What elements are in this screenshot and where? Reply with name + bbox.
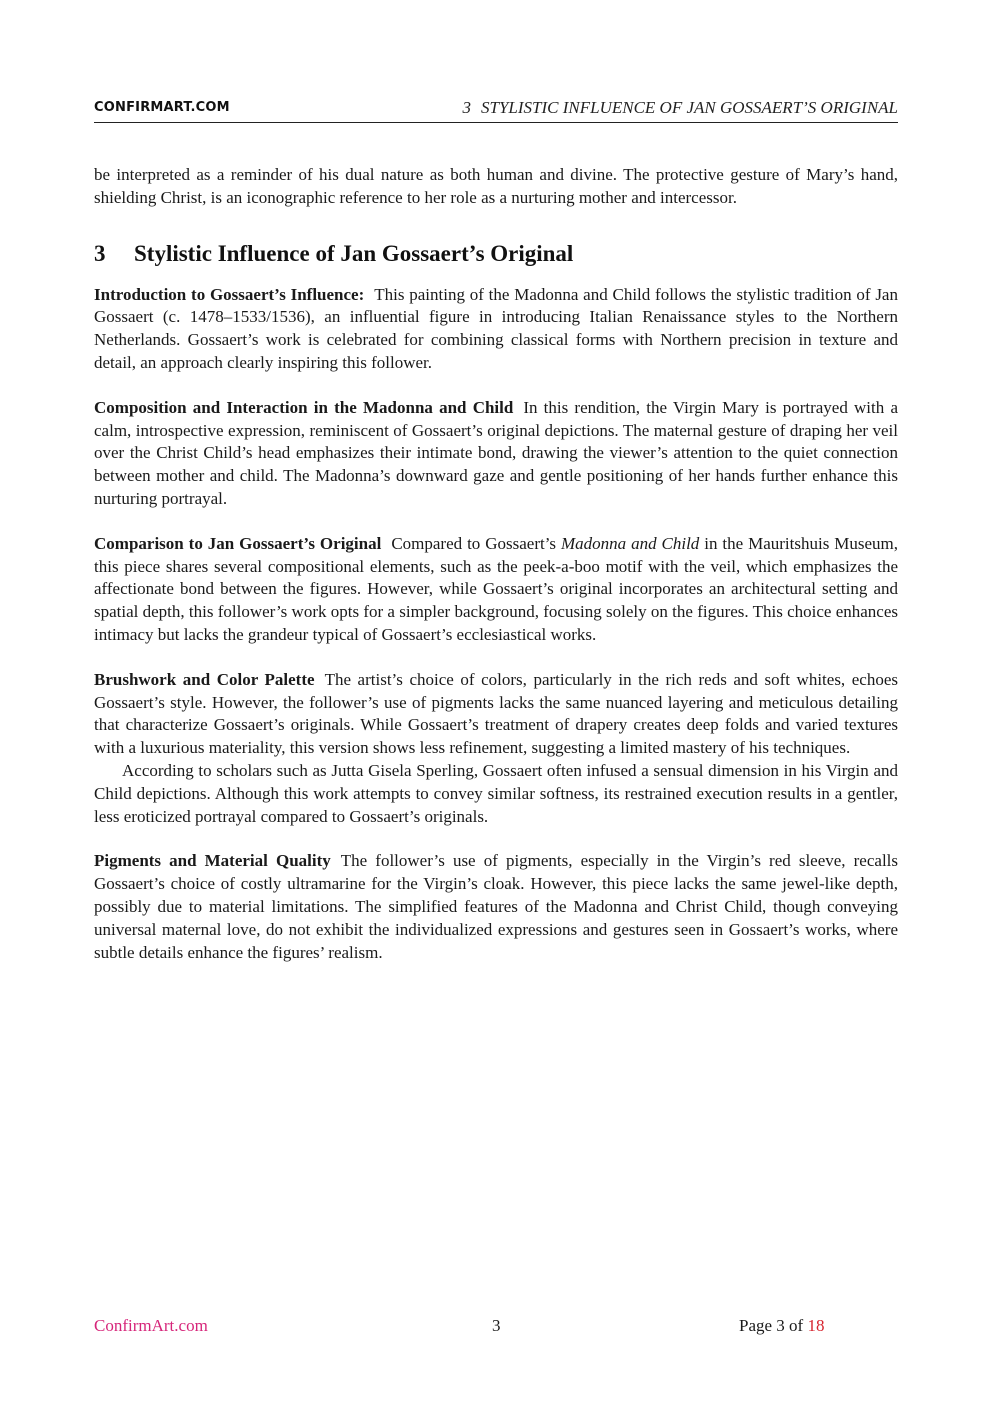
paragraph-brushwork bbox=[94, 669, 898, 829]
section-heading bbox=[94, 240, 898, 268]
page-footer bbox=[94, 1316, 898, 1340]
site-logo[interactable]: CONFIRMART.COM bbox=[94, 100, 230, 115]
paragraph-text: This painting of the Madonna and Child follows the stylistic tradition of Jan Gossaert (c. 1478–1533/1536), an influential figure in introducing Italian Renaissance styles to the Northern Netherlands. Gossaert’s work is celebrated for combining classical forms with Northern precision in texture and detail, an approach clearly inspiring this follower. bbox=[94, 284, 898, 372]
running-section-title bbox=[463, 98, 898, 118]
paragraph-introduction bbox=[94, 284, 898, 375]
paragraph-heading: Comparison to Jan Gossaert’s Original bbox=[94, 533, 382, 553]
paragraph-text-after: in the Mauritshuis Museum, this piece shares several compositional elements, such as the peek-a-boo motif with the veil, which emphasizes the affectionate bond between the figures. However, while Gossaert’s original incorporates an architectural setting and spatial depth, this follower’s work opts for a simpler background, focusing solely on the figures. This choice enhances intimacy but lacks the grandeur typical of Gossaert’s ecclesiastical works. bbox=[94, 533, 899, 644]
paragraph-text: The follower’s use of pigments, especially in the Virgin’s red sleeve, recalls Gossaert’s choice of costly ultramarine for the Virgin’s cloak. However, this piece lacks the same jewel-like depth, possibly due to material limitations. The simplified features of the Madonna and Christ Child, though conveying universal maternal love, do not exhibit the individualized expressions and gestures seen in Gossaert’s works, where subtle details enhance the figures’ realism. bbox=[94, 851, 899, 962]
paragraph-heading: Brushwork and Color Palette bbox=[94, 669, 315, 689]
continued-paragraph: be interpreted as a reminder of his dual nature as both human and divine. The protective gesture of Mary’s hand, shielding Christ, is an iconographic reference to her role as a nurturing mother and intercessor. bbox=[94, 165, 898, 207]
paragraph-text: In this rendition, the Virgin Mary is portrayed with a calm, introspective expression, reminiscent of Gossaert’s original depictions. The maternal gesture of draping her veil over the Christ Child’s head emphasizes their intimate bond, drawing the viewer’s attention to the quiet connection between mother and child. The Madonna’s downward gaze and gentle positioning of her hands further enhance this nurturing portrayal. bbox=[94, 397, 898, 508]
running-header bbox=[94, 98, 898, 123]
footer-site-link[interactable]: ConfirmArt.com bbox=[94, 1316, 208, 1335]
paragraph-composition bbox=[94, 397, 898, 511]
running-section-text: STYLISTIC INFLUENCE OF JAN GOSSAERT’S ORIGINAL bbox=[481, 98, 898, 117]
artwork-title: Madonna and Child bbox=[561, 533, 700, 553]
running-section-number: 3 bbox=[462, 98, 472, 117]
footer-page-number: 3 bbox=[492, 1316, 501, 1335]
paragraph-text-before: Compared to Gossaert’s bbox=[391, 533, 557, 553]
paragraph-continuation: According to scholars such as Jutta Gisela Sperling, Gossaert often infused a sensual dimension in his Virgin and Child depictions. Although this work attempts to convey similar softness, its restrained execution results in a gentler, less eroticized portrayal compared to Gossaert’s originals. bbox=[94, 760, 898, 826]
paragraph-heading: Composition and Interaction in the Madonna and Child bbox=[94, 397, 514, 417]
page-label: Page 3 of bbox=[739, 1316, 804, 1335]
footer-page-count bbox=[739, 1316, 824, 1336]
paragraph-heading: Pigments and Material Quality bbox=[94, 851, 331, 871]
paragraph-text: The artist’s choice of colors, particularly in the rich reds and soft whites, echoes Gossaert’s style. However, the follower’s use of pigments lacks the same nuanced layering and meticulous detailing that characterize Gossaert’s originals. While Gossaert’s treatment of drapery creates deep folds and varied textures with a luxurious materiality, this version shows less refinement, suggesting a limited mastery of his techniques. bbox=[94, 669, 899, 758]
paragraph-comparison bbox=[94, 533, 898, 647]
page-content bbox=[94, 164, 898, 986]
paragraph-pigments bbox=[94, 850, 898, 964]
section-number: 3 bbox=[94, 240, 106, 266]
paragraph-heading: Introduction to Gossaert’s Influence: bbox=[94, 284, 365, 304]
section-title: Stylistic Influence of Jan Gossaert’s Original bbox=[134, 240, 574, 266]
total-pages[interactable]: 18 bbox=[807, 1316, 825, 1335]
